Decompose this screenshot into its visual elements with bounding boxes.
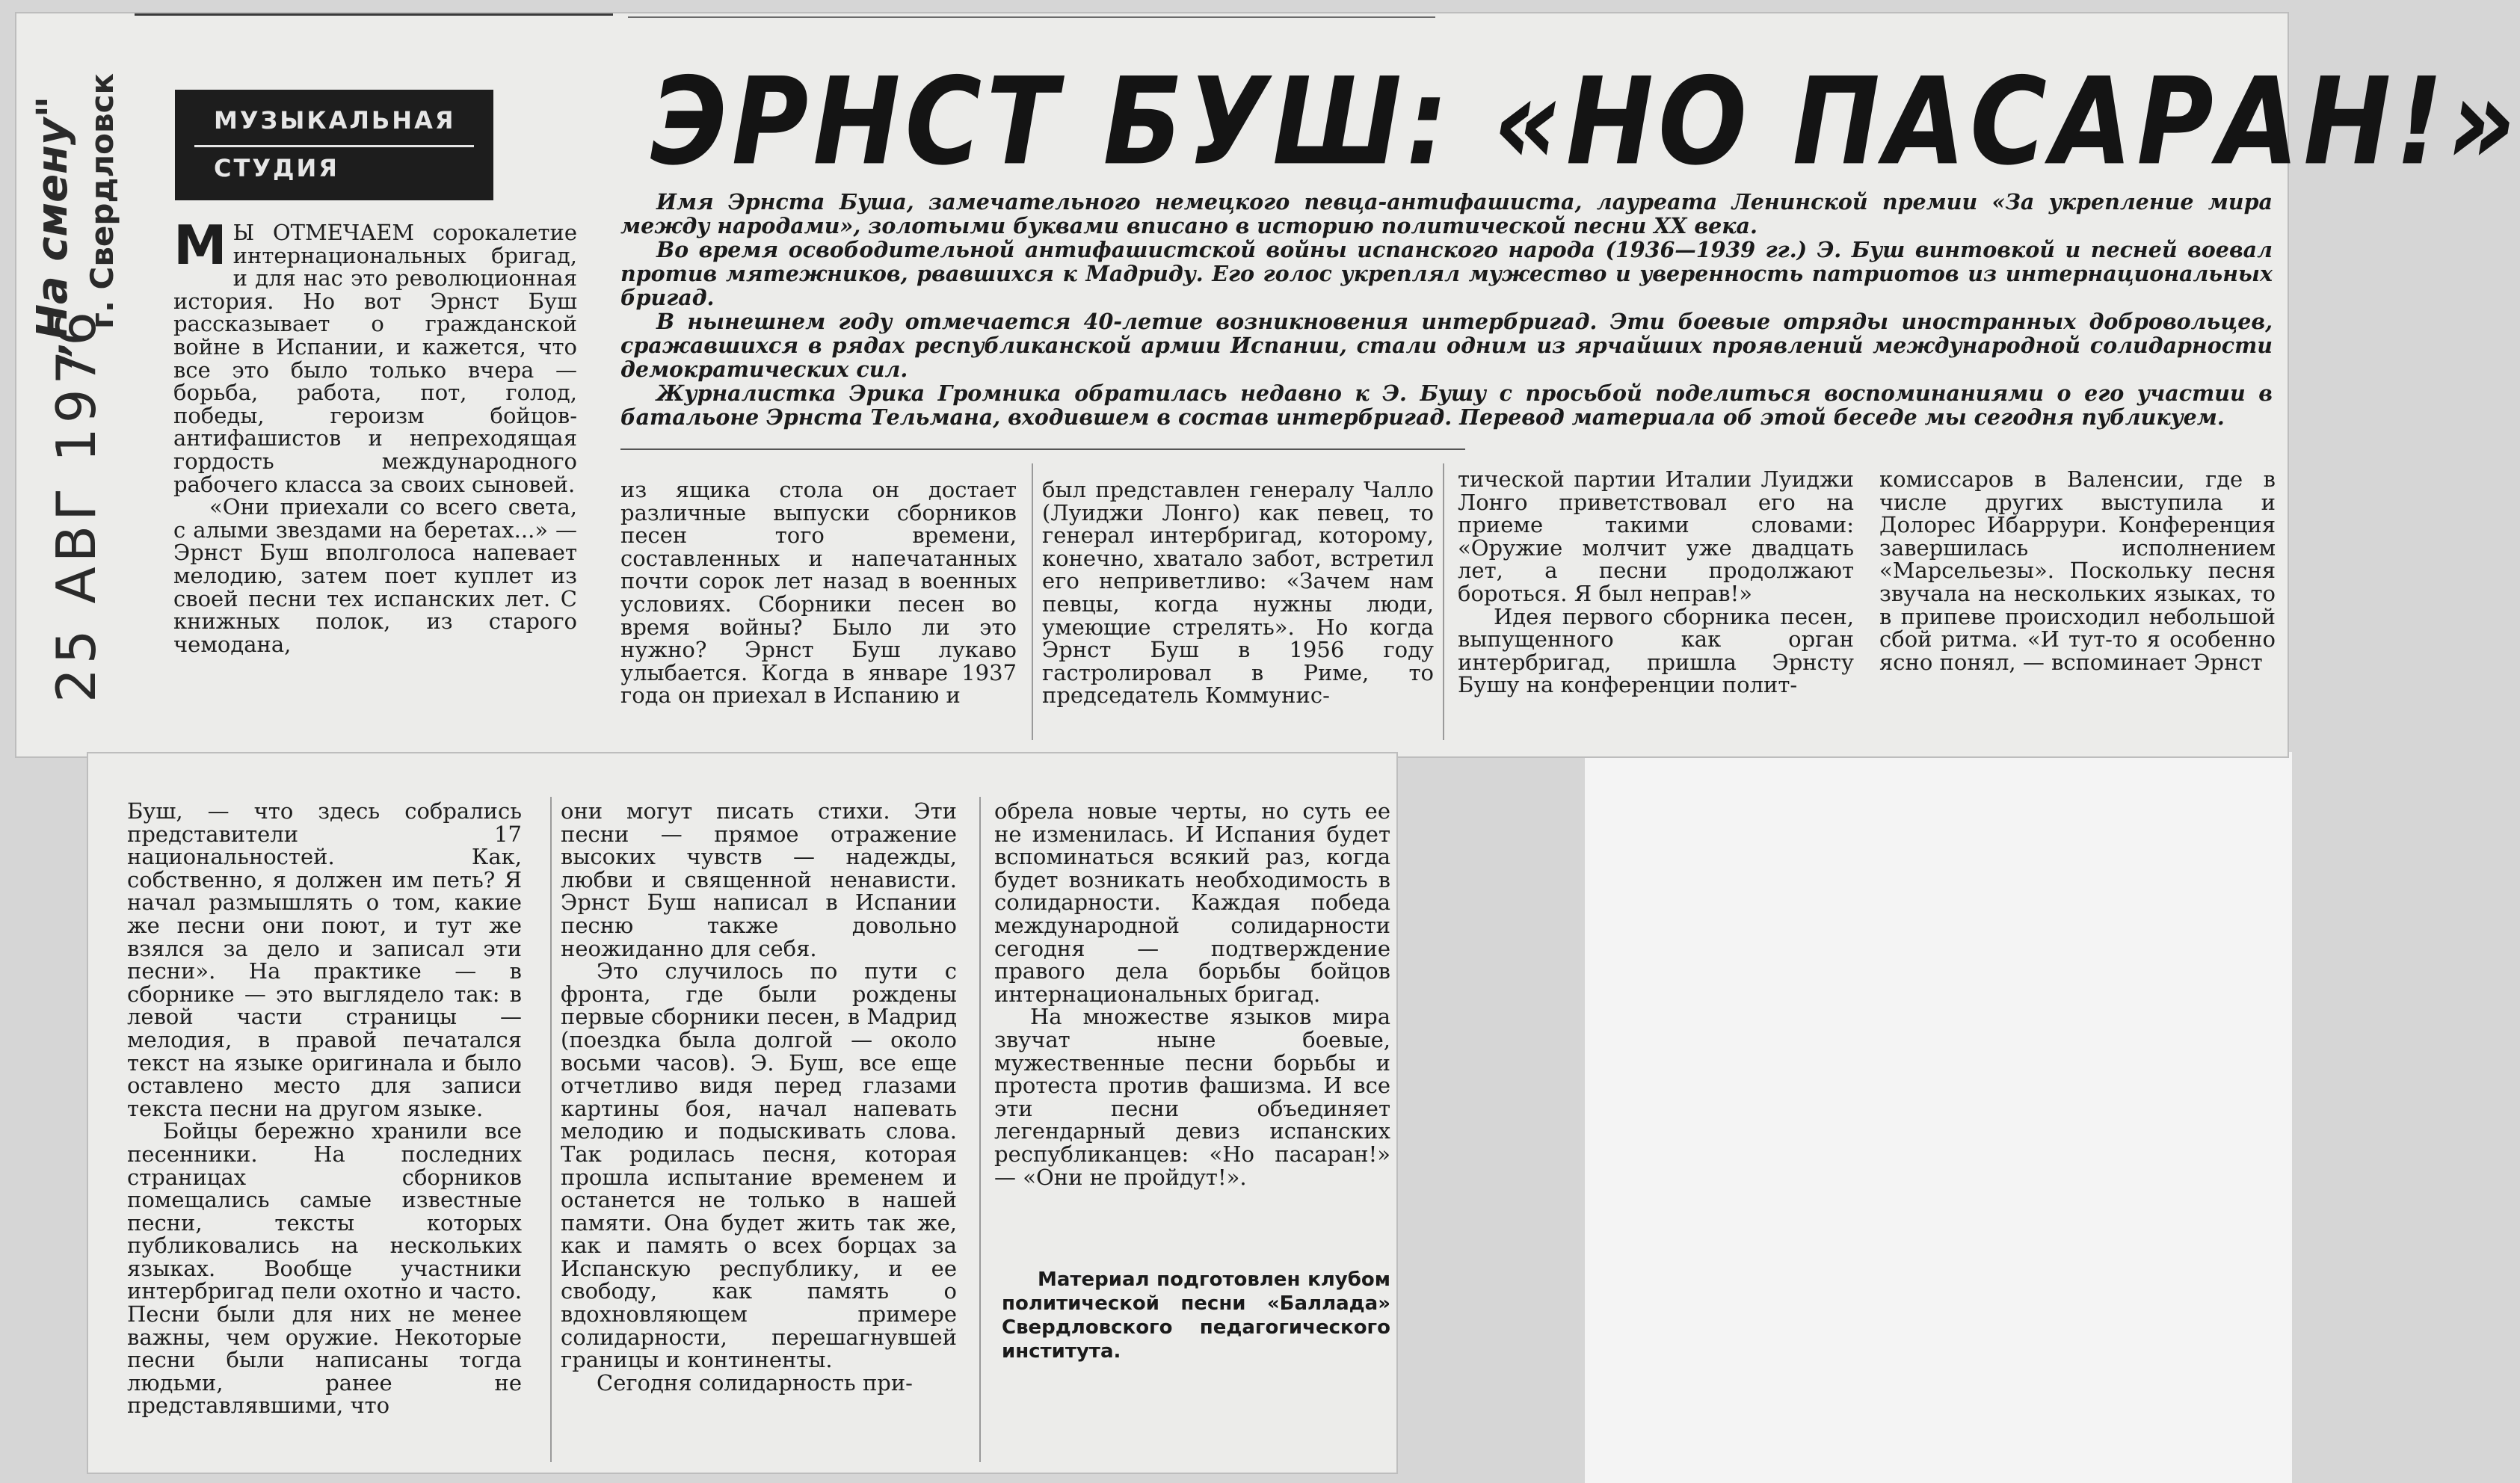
article-credit	[1002, 1268, 1390, 1363]
article-column-1	[173, 214, 577, 657]
article-column-8	[994, 800, 1390, 1188]
column-paragraph-text: Ы ОТМЕЧАЕМ сорокалетие интернациональных бригад, и для нас это революционная история. Но вот Эрнст Буш рассказывает о гражданской войне в Испании, и кажется, что все это было только вчера — борьба, работа, пот, голод, победы, героизм бойцов-антифашистов и непреходящая гордость международного рабочего класса за своих сыновей.	[173, 220, 577, 497]
column-paragraph: они могут писать стихи. Эти песни — прямое отражение высоких чувств — надежды, любви и священной ненависти. Эрнст Буш написал в Испании песню также довольно неожиданно для себя.	[561, 798, 957, 961]
column-rule	[1443, 463, 1444, 740]
stamp-paper-name: „На смену"	[28, 96, 77, 366]
rubric-line-2: СТУДИЯ	[214, 154, 339, 182]
column-paragraph: «Они приехали со всего света, с алыми звездами на беретах...» — Эрнст Буш вполголоса напевает мелодию, затем поет куплет из своей песни тех испанских лет. С книжных полок, из старого чемодана,	[173, 494, 577, 657]
stamp-date: 25 АВГ 1976	[45, 306, 108, 703]
stamp-city: г. Свердловск	[84, 73, 120, 329]
column-paragraph: комиссаров в Валенсии, где в числе других выступила и Долорес Ибаррури. Конференция завершилась исполнением «Марсельезы». Поскольку песня звучала на нескольких языках, то в припеве происходил небольшой сбой ритма. «И тут-то я особенно ясно понял, — вспоминает Эрнст	[1879, 466, 2276, 675]
rubric-divider	[194, 145, 474, 147]
article-headline: ЭРНСТ БУШ: «НО ПАСАРАН!»	[650, 52, 2520, 193]
column-rule	[979, 797, 981, 1462]
column-paragraph: Бойцы бережно хранили все песенники. На последних страницах сборников помещались самые известные песни, тексты которых публиковались на нескольких языках. Вообще участники интербригад пели охотно и часто. Песни были для них не менее важны, чем оружие. Некоторые песни были написаны тогда людьми, ранее не представлявшими, что	[127, 1118, 522, 1419]
article-column-6	[127, 800, 522, 1417]
lead-paragraph: Во время освободительной антифашистской войны испанского народа (1936—1939 гг.) Э. Буш винтовкой и песней воевал против мятежников, рвавшихся к Мадриду. Его голос укреплял мужество и уверенность патриотов из интернациональных бригад.	[620, 237, 2273, 310]
article-lead	[620, 190, 2273, 429]
article-column-2	[620, 478, 1017, 707]
column-paragraph: был представлен генералу Чалло (Луиджи Лонго) как певец, то генерал интербригад, которому, конечно, хватало забот, встретил его неприветливо: «Зачем нам певцы, когда нужны люди, умеющие стрелять». Но когда Эрнст Буш в 1956 году гастролировал в Риме, то председатель Коммунис-	[1042, 477, 1434, 709]
top-rule	[135, 13, 613, 16]
column-rule	[1032, 463, 1033, 740]
lead-paragraph: Имя Эрнста Буша, замечательного немецкого певца-антифашиста, лауреата Ленинской премии «За укрепление мира между народами», золотыми буквами вписано в историю политической песни XX века.	[620, 189, 2273, 238]
column-paragraph: Идея первого сборника песен, выпущенного как орган интербригад, пришла Эрнсту Бушу на конференции полит-	[1458, 603, 1854, 698]
column-paragraph: На множестве языков мира звучат ныне боевые, мужественные песни борьбы и протеста против фашизма. И все эти песни объединяет легендарный девиз испанских республиканцев: «Но пасаран!» — «Они не пройдут!».	[994, 1004, 1390, 1190]
top-rule-right	[628, 16, 1435, 18]
column-paragraph: Это случилось по пути с фронта, где были рождены первые сборники песен, в Мадрид (поездка была долгой — около восьми часов). Э. Буш, все еще отчетливо видя перед глазами картины боя, начал напевать мелодию и подыскивать слова. Так родилась песня, которая прошла испытание временем и останется не только в нашей памяти. Она будет жить так же, как и память о всех борцах за Испанскую республику, и ее свободу, как память о вдохновляющем примере солидарности, перешагнувшей границы и континенты.	[561, 958, 957, 1373]
rubric-line-1: МУЗЫКАЛЬНАЯ	[214, 106, 456, 135]
article-column-4	[1458, 468, 1854, 697]
column-rule	[550, 797, 552, 1462]
credit-text: Материал подготовлен клубом политической песни «Баллада» Свердловского педагогического института.	[1002, 1268, 1390, 1363]
article-column-3	[1042, 478, 1434, 707]
lead-bottom-rule	[620, 448, 1465, 450]
article-column-5	[1879, 468, 2276, 673]
section-rubric	[175, 90, 493, 200]
column-paragraph: Сегодня солидарность при-	[597, 1369, 913, 1396]
drop-cap: М	[173, 214, 227, 277]
lead-paragraph: Журналистка Эрика Громника обратилась недавно к Э. Бушу с просьбой поделиться воспоминаниями о его участии в батальоне Эрнста Тельмана, входившем в состав интербригад. Перевод материала об этой беседе мы сегодня публикуем.	[620, 380, 2273, 430]
lead-paragraph: В нынешнем году отмечается 40-летие возникновения интербригад. Эти боевые отряды иностранных добровольцев, сражавшихся в рядах республиканской армии Испании, стали одним из ярчайших проявлений международной солидарности демократических сил.	[620, 309, 2273, 382]
column-paragraph	[173, 214, 577, 497]
column-paragraph: обрела новые черты, но суть ее не изменилась. И Испания будет вспоминаться всякий раз, когда будет возникать необходимость в солидарности. Каждая победа международной солидарности сегодня — подтверждение правого дела борьбы бойцов интернациональных бригад.	[994, 798, 1390, 1007]
article-column-7	[561, 800, 957, 1394]
column-paragraph: тической партии Италии Луиджи Лонго приветствовал его на приеме такими словами: «Оружие молчит уже двадцать лет, а песни продолжают бороться. Я был неправ!»	[1458, 466, 1854, 606]
column-paragraph: Буш, — что здесь собрались представители 17 национальностей. Как, собственно, я должен им петь? Я начал размышлять о том, какие же песни они поют, и тут же взялся за дело и записал эти песни». На практике — в сборнике — это выглядело так: в левой части страницы — мелодия, в правой печатался текст на языке оригинала и было оставлено место для записи текста песни на другом языке.	[127, 798, 522, 1121]
column-paragraph: из ящика стола он достает различные выпуски сборников песен того времени, составленных и напечатанных почти сорок лет назад в военных условиях. Сборники песен во время войны? Было ли это нужно? Эрнст Буш лукаво улыбается. Когда в январе 1937 года он приехал в Испанию и	[620, 477, 1017, 709]
blank-area-right	[1585, 752, 2292, 1483]
